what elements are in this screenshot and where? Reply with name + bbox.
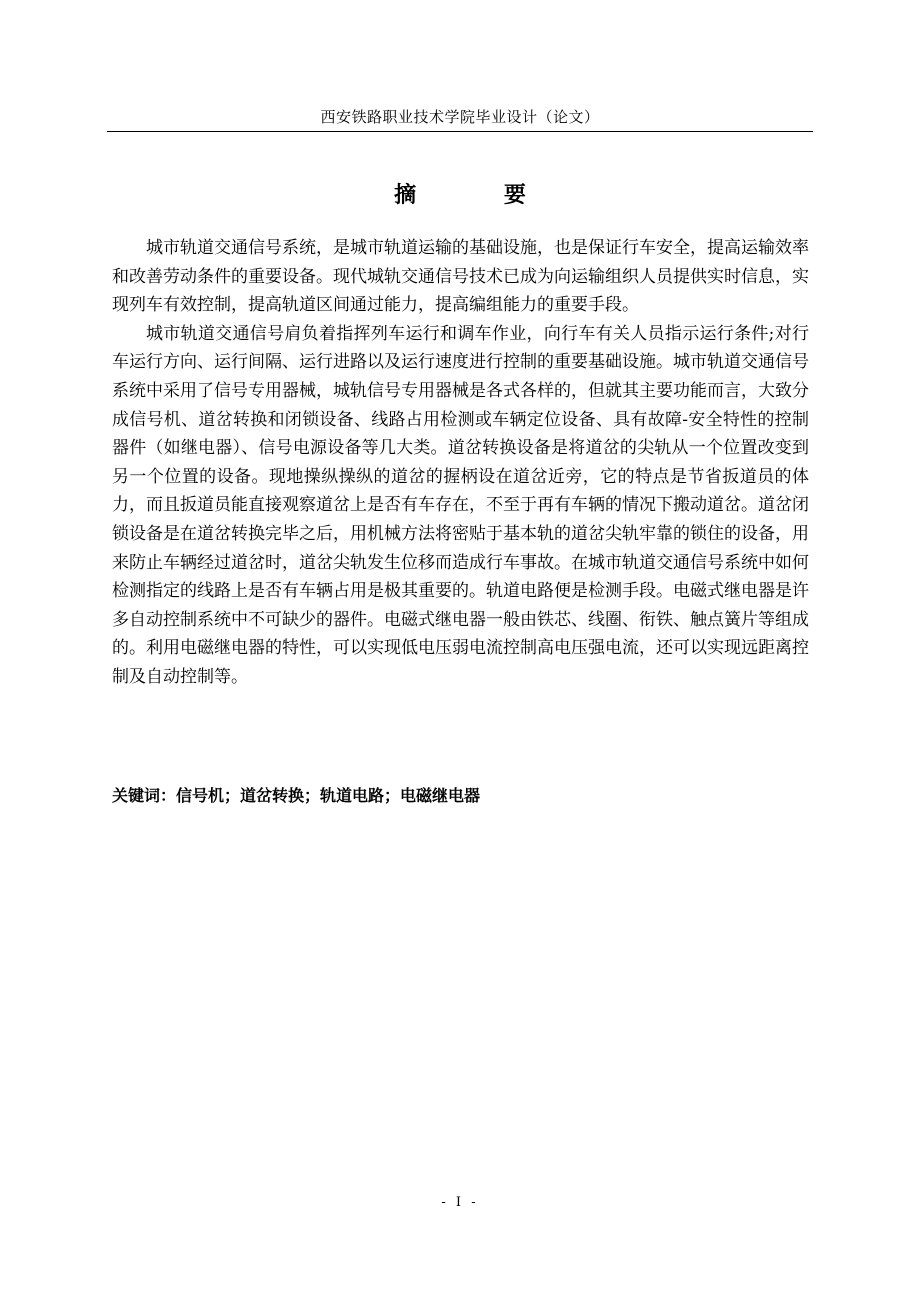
abstract-paragraph-2: 城市轨道交通信号肩负着指挥列车运行和调车作业，向行车有关人员指示运行条件;对行车运行方向、运行间隔、运行进路以及运行速度进行控制的重要基础设施。城市轨道交通信号系统中采用了信号专用器械，城轨信号专用器械是各式各样的，但就其主要功能而言，大致分成信号机、道岔转换和闭锁设备、线路占用检测或车辆定位设备、具有故障-安全特性的控制器件（如继电器）、信号电源设备等几大类。道岔转换设备是将道岔的尖轨从一个位置改变到另一个位置的设备。现地操纵操纵的道岔的握柄设在道岔近旁，它的特点是节省扳道员的体力，而且扳道员能直接观察道岔上是否有车存在，不至于再有车辆的情况下搬动道岔。道岔闭锁设备是在道岔转换完毕之后，用机械方法将密贴于基本轨的道岔尖轨牢靠的锁住的设备，用来防止车辆经过道岔时，道岔尖轨发生位移而造成行车事故。在城市轨道交通信号系统中如何检测指定的线路上是否有车辆占用是极其重要的。轨道电路便是检测手段。电磁式继电器是许多自动控制系统中不可缺少的器件。电磁式继电器一般由铁芯、线圈、衔铁、触点簧片等组成的。利用电磁继电器的特性，可以实现低电压弱电流控制高电压强电流，还可以实现远距离控制及自动控制等。 (112, 323, 809, 687)
page-number: - I - (441, 1195, 479, 1210)
keywords-line: 关键词：信号机；道岔转换；轨道电路；电磁继电器 (112, 786, 481, 805)
abstract-title: 摘 要 (394, 183, 566, 208)
running-header: 西安铁路职业技术学院毕业设计（论文） (320, 108, 600, 126)
abstract-paragraph-1: 城市轨道交通信号系统，是城市轨道运输的基础设施，也是保证行车安全，提高运输效率和改善劳动条件的重要设备。现代城轨交通信号技术已成为向运输组织人员提供实时信息，实现列车有效控制，提高轨道区间通过能力，提高编组能力的重要手段。 (112, 238, 809, 316)
abstract-body (112, 234, 809, 692)
header-rule (107, 131, 813, 132)
